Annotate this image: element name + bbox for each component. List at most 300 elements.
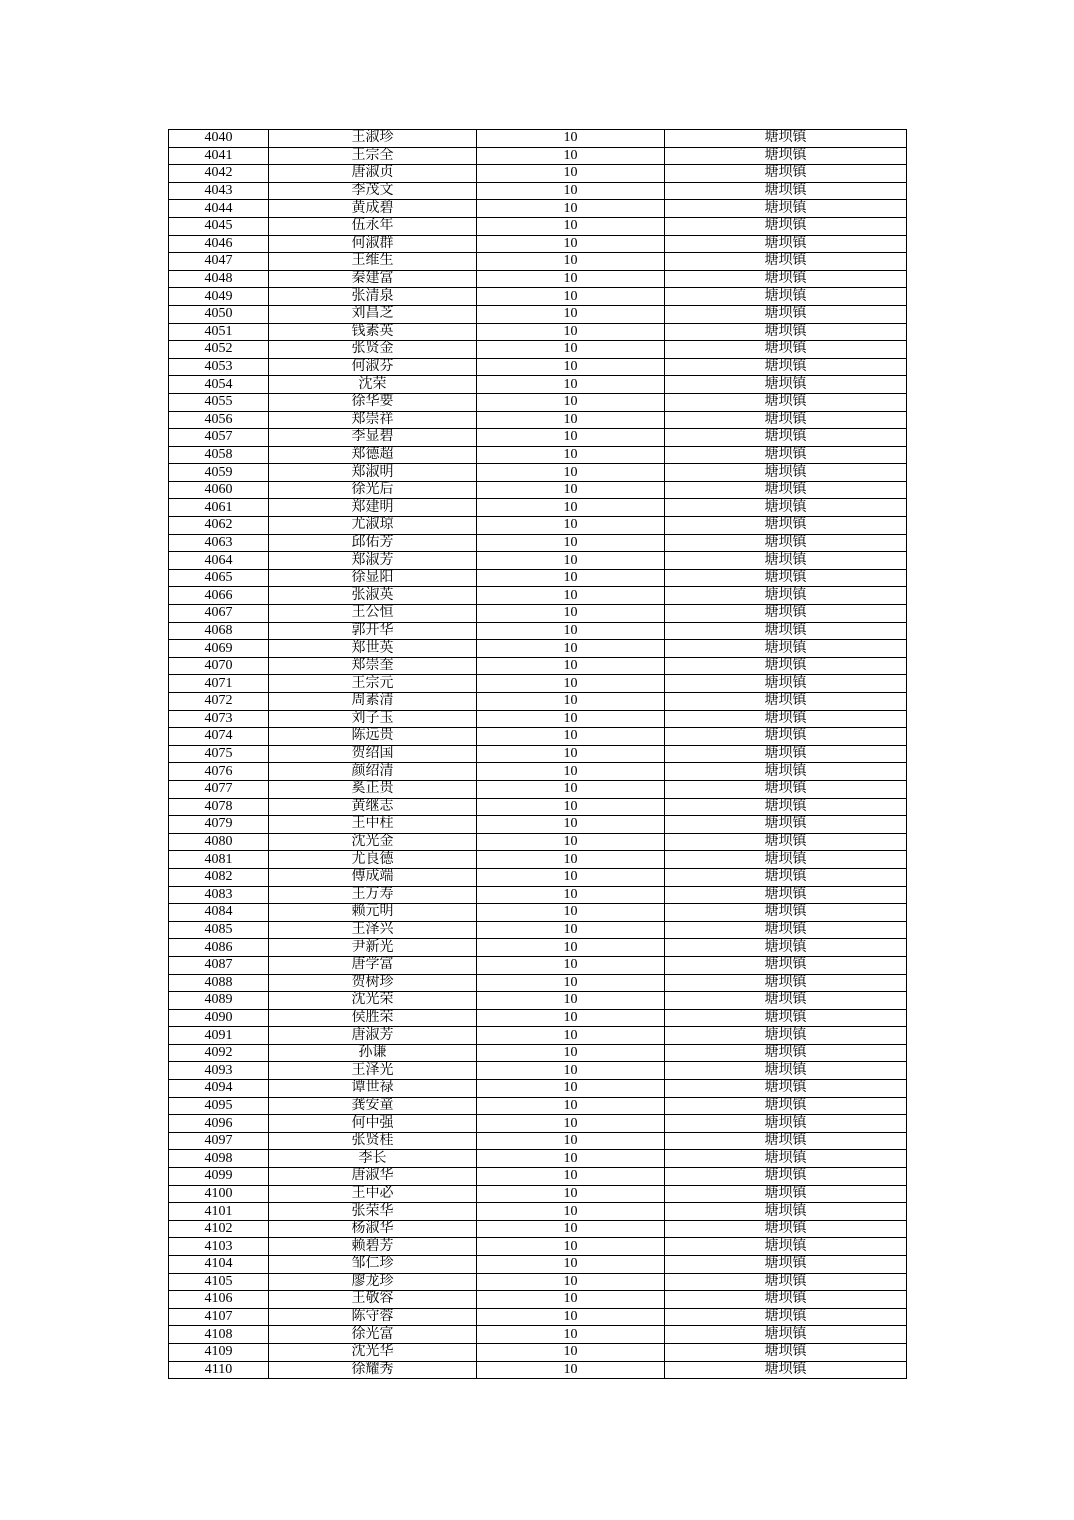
table-row: [169, 446, 907, 464]
row-number-cell: 4063: [169, 534, 269, 552]
town-cell: 塘坝镇: [665, 464, 907, 482]
table-row: [169, 253, 907, 271]
name-cell: 杨淑华: [269, 1220, 477, 1238]
name-cell: 李茂文: [269, 182, 477, 200]
name-cell: 郑世英: [269, 640, 477, 658]
row-number-cell: 4106: [169, 1291, 269, 1309]
amount-cell: 10: [477, 1062, 665, 1080]
name-cell: 侯胜荣: [269, 1009, 477, 1027]
table-row: [169, 1080, 907, 1098]
row-number-cell: 4105: [169, 1273, 269, 1291]
row-number-cell: 4072: [169, 693, 269, 711]
town-cell: 塘坝镇: [665, 1361, 907, 1379]
name-cell: 秦建富: [269, 270, 477, 288]
name-cell: 沈光华: [269, 1343, 477, 1361]
table-row: [169, 886, 907, 904]
table-row: [169, 1326, 907, 1344]
name-cell: 傅成端: [269, 868, 477, 886]
table-row: [169, 780, 907, 798]
amount-cell: 10: [477, 341, 665, 359]
row-number-cell: 4048: [169, 270, 269, 288]
amount-cell: 10: [477, 305, 665, 323]
table-row: [169, 517, 907, 535]
table-row: [169, 1027, 907, 1045]
row-number-cell: 4040: [169, 130, 269, 148]
row-number-cell: 4097: [169, 1132, 269, 1150]
row-number-cell: 4052: [169, 341, 269, 359]
name-cell: 贺树珍: [269, 974, 477, 992]
town-cell: 塘坝镇: [665, 763, 907, 781]
town-cell: 塘坝镇: [665, 341, 907, 359]
amount-cell: 10: [477, 200, 665, 218]
name-cell: 贺绍国: [269, 745, 477, 763]
name-cell: 王敬容: [269, 1291, 477, 1309]
town-cell: 塘坝镇: [665, 657, 907, 675]
amount-cell: 10: [477, 569, 665, 587]
town-cell: 塘坝镇: [665, 780, 907, 798]
town-cell: 塘坝镇: [665, 992, 907, 1010]
town-cell: 塘坝镇: [665, 429, 907, 447]
town-cell: 塘坝镇: [665, 323, 907, 341]
amount-cell: 10: [477, 974, 665, 992]
table-row: [169, 657, 907, 675]
town-cell: 塘坝镇: [665, 710, 907, 728]
table-row: [169, 1150, 907, 1168]
name-cell: 尹新光: [269, 939, 477, 957]
row-number-cell: 4073: [169, 710, 269, 728]
table-row: [169, 323, 907, 341]
name-cell: 陈远贵: [269, 728, 477, 746]
name-cell: 刘子玉: [269, 710, 477, 728]
town-cell: 塘坝镇: [665, 745, 907, 763]
amount-cell: 10: [477, 534, 665, 552]
row-number-cell: 4096: [169, 1115, 269, 1133]
amount-cell: 10: [477, 446, 665, 464]
town-cell: 塘坝镇: [665, 1343, 907, 1361]
name-cell: 王淑珍: [269, 130, 477, 148]
town-cell: 塘坝镇: [665, 446, 907, 464]
row-number-cell: 4069: [169, 640, 269, 658]
name-cell: 郑建明: [269, 499, 477, 517]
row-number-cell: 4079: [169, 816, 269, 834]
name-cell: 张淑英: [269, 587, 477, 605]
row-number-cell: 4090: [169, 1009, 269, 1027]
name-cell: 李显碧: [269, 429, 477, 447]
row-number-cell: 4065: [169, 569, 269, 587]
table-row: [169, 552, 907, 570]
town-cell: 塘坝镇: [665, 376, 907, 394]
name-cell: 郑淑明: [269, 464, 477, 482]
amount-cell: 10: [477, 1080, 665, 1098]
name-cell: 王公恒: [269, 605, 477, 623]
row-number-cell: 4093: [169, 1062, 269, 1080]
row-number-cell: 4081: [169, 851, 269, 869]
amount-cell: 10: [477, 780, 665, 798]
name-cell: 王泽光: [269, 1062, 477, 1080]
town-cell: 塘坝镇: [665, 1150, 907, 1168]
name-cell: 廖龙珍: [269, 1273, 477, 1291]
table-row: [169, 305, 907, 323]
name-cell: 王中柱: [269, 816, 477, 834]
table-row: [169, 393, 907, 411]
amount-cell: 10: [477, 1027, 665, 1045]
town-cell: 塘坝镇: [665, 693, 907, 711]
row-number-cell: 4095: [169, 1097, 269, 1115]
town-cell: 塘坝镇: [665, 833, 907, 851]
amount-cell: 10: [477, 605, 665, 623]
town-cell: 塘坝镇: [665, 728, 907, 746]
amount-cell: 10: [477, 868, 665, 886]
table-row: [169, 130, 907, 148]
row-number-cell: 4071: [169, 675, 269, 693]
table-row: [169, 1343, 907, 1361]
table-row: [169, 1132, 907, 1150]
name-cell: 尤良德: [269, 851, 477, 869]
row-number-cell: 4086: [169, 939, 269, 957]
table-row: [169, 569, 907, 587]
name-cell: 徐光富: [269, 1326, 477, 1344]
amount-cell: 10: [477, 130, 665, 148]
amount-cell: 10: [477, 886, 665, 904]
table-row: [169, 868, 907, 886]
amount-cell: 10: [477, 1150, 665, 1168]
row-number-cell: 4047: [169, 253, 269, 271]
amount-cell: 10: [477, 1044, 665, 1062]
table-row: [169, 974, 907, 992]
amount-cell: 10: [477, 288, 665, 306]
amount-cell: 10: [477, 1361, 665, 1379]
amount-cell: 10: [477, 710, 665, 728]
town-cell: 塘坝镇: [665, 358, 907, 376]
amount-cell: 10: [477, 393, 665, 411]
row-number-cell: 4049: [169, 288, 269, 306]
amount-cell: 10: [477, 956, 665, 974]
amount-cell: 10: [477, 816, 665, 834]
table-row: [169, 745, 907, 763]
name-cell: 龚安童: [269, 1097, 477, 1115]
town-cell: 塘坝镇: [665, 1062, 907, 1080]
table-body: [169, 130, 907, 1379]
row-number-cell: 4070: [169, 657, 269, 675]
amount-cell: 10: [477, 1220, 665, 1238]
table-row: [169, 481, 907, 499]
amount-cell: 10: [477, 147, 665, 165]
amount-cell: 10: [477, 1326, 665, 1344]
table-row: [169, 921, 907, 939]
row-number-cell: 4087: [169, 956, 269, 974]
town-cell: 塘坝镇: [665, 270, 907, 288]
name-cell: 王维生: [269, 253, 477, 271]
row-number-cell: 4054: [169, 376, 269, 394]
row-number-cell: 4042: [169, 165, 269, 183]
name-cell: 郑崇祥: [269, 411, 477, 429]
table-row: [169, 1256, 907, 1274]
town-cell: 塘坝镇: [665, 1326, 907, 1344]
row-number-cell: 4051: [169, 323, 269, 341]
amount-cell: 10: [477, 745, 665, 763]
table-row: [169, 270, 907, 288]
table-row: [169, 587, 907, 605]
row-number-cell: 4101: [169, 1203, 269, 1221]
name-cell: 奚正贵: [269, 780, 477, 798]
amount-cell: 10: [477, 798, 665, 816]
town-cell: 塘坝镇: [665, 1185, 907, 1203]
town-cell: 塘坝镇: [665, 517, 907, 535]
row-number-cell: 4098: [169, 1150, 269, 1168]
table-row: [169, 675, 907, 693]
amount-cell: 10: [477, 1168, 665, 1186]
amount-cell: 10: [477, 763, 665, 781]
row-number-cell: 4100: [169, 1185, 269, 1203]
row-number-cell: 4056: [169, 411, 269, 429]
table-row: [169, 833, 907, 851]
name-cell: 郭开华: [269, 622, 477, 640]
name-cell: 尤淑琼: [269, 517, 477, 535]
town-cell: 塘坝镇: [665, 1220, 907, 1238]
amount-cell: 10: [477, 1009, 665, 1027]
table-row: [169, 341, 907, 359]
town-cell: 塘坝镇: [665, 1238, 907, 1256]
town-cell: 塘坝镇: [665, 675, 907, 693]
name-cell: 刘昌芝: [269, 305, 477, 323]
amount-cell: 10: [477, 1308, 665, 1326]
name-cell: 王中必: [269, 1185, 477, 1203]
name-cell: 赖元明: [269, 904, 477, 922]
name-cell: 颜绍清: [269, 763, 477, 781]
row-number-cell: 4066: [169, 587, 269, 605]
table-row: [169, 1291, 907, 1309]
town-cell: 塘坝镇: [665, 147, 907, 165]
row-number-cell: 4078: [169, 798, 269, 816]
name-cell: 黄继志: [269, 798, 477, 816]
table-row: [169, 165, 907, 183]
name-cell: 周素清: [269, 693, 477, 711]
row-number-cell: 4055: [169, 393, 269, 411]
name-cell: 唐淑华: [269, 1168, 477, 1186]
row-number-cell: 4107: [169, 1308, 269, 1326]
town-cell: 塘坝镇: [665, 1115, 907, 1133]
amount-cell: 10: [477, 833, 665, 851]
row-number-cell: 4044: [169, 200, 269, 218]
amount-cell: 10: [477, 165, 665, 183]
amount-cell: 10: [477, 1115, 665, 1133]
name-cell: 郑德超: [269, 446, 477, 464]
table-row: [169, 1097, 907, 1115]
row-number-cell: 4084: [169, 904, 269, 922]
town-cell: 塘坝镇: [665, 1308, 907, 1326]
name-cell: 张荣华: [269, 1203, 477, 1221]
table-row: [169, 534, 907, 552]
amount-cell: 10: [477, 1097, 665, 1115]
row-number-cell: 4110: [169, 1361, 269, 1379]
row-number-cell: 4053: [169, 358, 269, 376]
table-row: [169, 217, 907, 235]
row-number-cell: 4080: [169, 833, 269, 851]
town-cell: 塘坝镇: [665, 165, 907, 183]
table-row: [169, 1220, 907, 1238]
name-cell: 赖碧芳: [269, 1238, 477, 1256]
name-cell: 王泽兴: [269, 921, 477, 939]
row-number-cell: 4060: [169, 481, 269, 499]
town-cell: 塘坝镇: [665, 1027, 907, 1045]
name-cell: 邹仁珍: [269, 1256, 477, 1274]
name-cell: 何淑芬: [269, 358, 477, 376]
row-number-cell: 4083: [169, 886, 269, 904]
town-cell: 塘坝镇: [665, 481, 907, 499]
row-number-cell: 4109: [169, 1343, 269, 1361]
town-cell: 塘坝镇: [665, 1256, 907, 1274]
name-cell: 伍永年: [269, 217, 477, 235]
town-cell: 塘坝镇: [665, 974, 907, 992]
table-row: [169, 1203, 907, 1221]
amount-cell: 10: [477, 1291, 665, 1309]
name-cell: 徐光后: [269, 481, 477, 499]
town-cell: 塘坝镇: [665, 939, 907, 957]
name-cell: 郑崇奎: [269, 657, 477, 675]
amount-cell: 10: [477, 1343, 665, 1361]
town-cell: 塘坝镇: [665, 200, 907, 218]
row-number-cell: 4108: [169, 1326, 269, 1344]
town-cell: 塘坝镇: [665, 569, 907, 587]
town-cell: 塘坝镇: [665, 1168, 907, 1186]
row-number-cell: 4067: [169, 605, 269, 623]
town-cell: 塘坝镇: [665, 393, 907, 411]
town-cell: 塘坝镇: [665, 1097, 907, 1115]
table-row: [169, 1273, 907, 1291]
amount-cell: 10: [477, 657, 665, 675]
town-cell: 塘坝镇: [665, 622, 907, 640]
amount-cell: 10: [477, 253, 665, 271]
table-row: [169, 182, 907, 200]
row-number-cell: 4091: [169, 1027, 269, 1045]
row-number-cell: 4059: [169, 464, 269, 482]
name-cell: 邱佑芳: [269, 534, 477, 552]
table-row: [169, 1185, 907, 1203]
amount-cell: 10: [477, 411, 665, 429]
town-cell: 塘坝镇: [665, 1273, 907, 1291]
row-number-cell: 4099: [169, 1168, 269, 1186]
table-row: [169, 956, 907, 974]
table-row: [169, 904, 907, 922]
name-cell: 何淑群: [269, 235, 477, 253]
name-cell: 孙谦: [269, 1044, 477, 1062]
amount-cell: 10: [477, 552, 665, 570]
name-cell: 黄成碧: [269, 200, 477, 218]
town-cell: 塘坝镇: [665, 921, 907, 939]
row-number-cell: 4076: [169, 763, 269, 781]
row-number-cell: 4085: [169, 921, 269, 939]
row-number-cell: 4058: [169, 446, 269, 464]
town-cell: 塘坝镇: [665, 217, 907, 235]
amount-cell: 10: [477, 323, 665, 341]
row-number-cell: 4088: [169, 974, 269, 992]
town-cell: 塘坝镇: [665, 956, 907, 974]
table-row: [169, 235, 907, 253]
town-cell: 塘坝镇: [665, 798, 907, 816]
table-row: [169, 1168, 907, 1186]
table-row: [169, 728, 907, 746]
amount-cell: 10: [477, 587, 665, 605]
town-cell: 塘坝镇: [665, 499, 907, 517]
name-cell: 徐华要: [269, 393, 477, 411]
amount-cell: 10: [477, 182, 665, 200]
table-row: [169, 798, 907, 816]
name-cell: 徐显阳: [269, 569, 477, 587]
table-row: [169, 1361, 907, 1379]
row-number-cell: 4075: [169, 745, 269, 763]
amount-cell: 10: [477, 1238, 665, 1256]
row-number-cell: 4092: [169, 1044, 269, 1062]
row-number-cell: 4068: [169, 622, 269, 640]
table-row: [169, 816, 907, 834]
row-number-cell: 4045: [169, 217, 269, 235]
table-row: [169, 1238, 907, 1256]
table-row: [169, 429, 907, 447]
name-cell: 沈光金: [269, 833, 477, 851]
town-cell: 塘坝镇: [665, 130, 907, 148]
town-cell: 塘坝镇: [665, 305, 907, 323]
row-number-cell: 4082: [169, 868, 269, 886]
town-cell: 塘坝镇: [665, 411, 907, 429]
table-row: [169, 147, 907, 165]
town-cell: 塘坝镇: [665, 886, 907, 904]
table-row: [169, 693, 907, 711]
row-number-cell: 4094: [169, 1080, 269, 1098]
town-cell: 塘坝镇: [665, 868, 907, 886]
amount-cell: 10: [477, 464, 665, 482]
name-cell: 唐学富: [269, 956, 477, 974]
row-number-cell: 4046: [169, 235, 269, 253]
table-row: [169, 605, 907, 623]
amount-cell: 10: [477, 499, 665, 517]
town-cell: 塘坝镇: [665, 534, 907, 552]
amount-cell: 10: [477, 429, 665, 447]
amount-cell: 10: [477, 217, 665, 235]
name-cell: 郑淑芳: [269, 552, 477, 570]
amount-cell: 10: [477, 1203, 665, 1221]
name-cell: 何中强: [269, 1115, 477, 1133]
amount-cell: 10: [477, 1132, 665, 1150]
table-row: [169, 710, 907, 728]
table-row: [169, 1308, 907, 1326]
table-row: [169, 411, 907, 429]
row-number-cell: 4077: [169, 780, 269, 798]
table-row: [169, 464, 907, 482]
table-row: [169, 376, 907, 394]
town-cell: 塘坝镇: [665, 605, 907, 623]
town-cell: 塘坝镇: [665, 1044, 907, 1062]
amount-cell: 10: [477, 640, 665, 658]
table-row: [169, 992, 907, 1010]
town-cell: 塘坝镇: [665, 851, 907, 869]
name-cell: 张贤桂: [269, 1132, 477, 1150]
name-cell: 徐耀秀: [269, 1361, 477, 1379]
row-number-cell: 4062: [169, 517, 269, 535]
amount-cell: 10: [477, 904, 665, 922]
table-row: [169, 200, 907, 218]
table-row: [169, 763, 907, 781]
table-row: [169, 1115, 907, 1133]
amount-cell: 10: [477, 270, 665, 288]
name-cell: 陈守蓉: [269, 1308, 477, 1326]
name-cell: 沈荣: [269, 376, 477, 394]
town-cell: 塘坝镇: [665, 816, 907, 834]
table-row: [169, 851, 907, 869]
amount-cell: 10: [477, 1185, 665, 1203]
amount-cell: 10: [477, 235, 665, 253]
town-cell: 塘坝镇: [665, 182, 907, 200]
name-cell: 张贤金: [269, 341, 477, 359]
